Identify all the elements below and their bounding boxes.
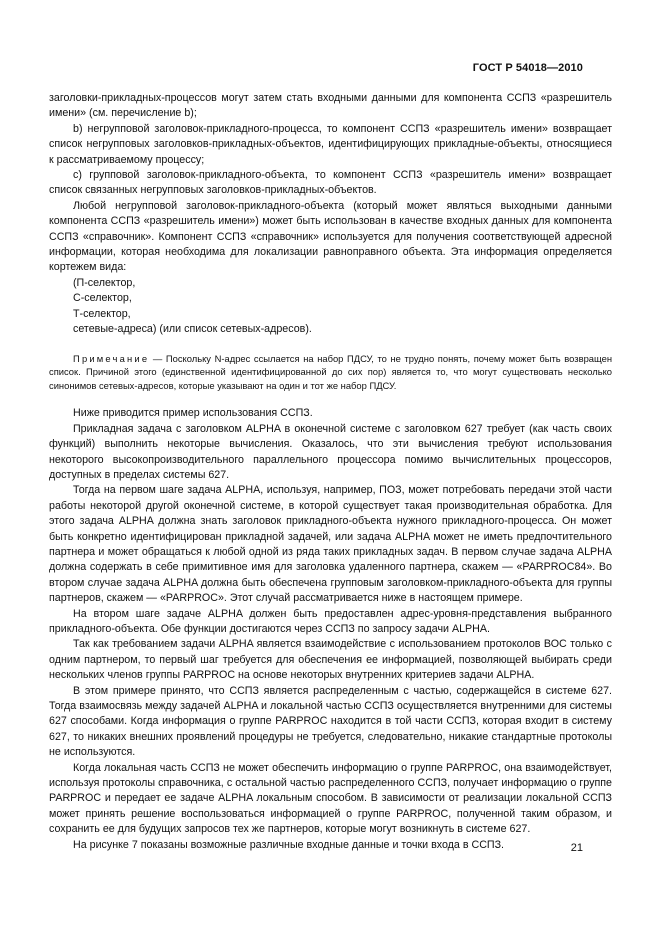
paragraph-distributed: В этом примере принято, что ССПЗ является распределенным с частью, содержащейся в системе 627. Тогда взаимосвязь между задачей ALPHA и локальной частью ССПЗ осуществляется внутренними для системы 627 способами. Когда информация о группе PARPROC находится в той части ССПЗ, которая входит в систему 627, то никаких внешних проявлений процедуры не требуется, следовательно, никакие стандартные протоколы не используются. xyxy=(49,684,612,759)
paragraph-figure-ref: На рисунке 7 показаны возможные различные входные данные и точки входа в ССПЗ. xyxy=(73,838,505,851)
standard-designation: ГОСТ Р 54018—2010 xyxy=(472,62,583,74)
tuple-t-selector: Т-селектор, xyxy=(73,307,131,320)
paragraph-local-part: Когда локальная часть ССПЗ не может обеспечить информацию о группе PARPROC, она взаимодействует, используя протоколы справочника, с остальной частью распределенного ССПЗ, получает информацию о группе PARPROC и передает ее задаче ALPHA локальным способом. В зависимости от реализации локальной ССПЗ может принять решение воспользоваться информацией о группе PARPROC, полученной таким образом, и сохранить ее для будущих запросов тех же партнеров, которые могут возникнуть в системе 627. xyxy=(49,761,612,836)
paragraph-second-step: На втором шаге задаче ALPHA должен быть предоставлен адрес-уровня-представления выбранного прикладного-объекта. Обе функции достигаются через ССПЗ по запросу задачи ALPHA. xyxy=(49,607,612,635)
note-dash: — xyxy=(149,352,166,364)
paragraph-requirement: Так как требованием задачи ALPHA является взаимодействие с использованием протоколов ВОС только с одним партнером, то первый шаг требуется для обеспечения ее информацией, позволяющей выбирать среди нескольких членов группы PARPROC на основе некоторых внутренних критериев задачи ALPHA. xyxy=(49,638,612,682)
list-item-b: b) негрупповой заголовок-прикладного-процесса, то компонент ССПЗ «разрешитель имени» возвращает список негрупповых заголовков-прикладных-объектов, идентифицирующих прикладные-объекты, относящиеся к рассматриваемому процессу; xyxy=(49,122,612,166)
note-text: Поскольку N-адрес ссылается на набор ПДСУ, то не трудно понять, почему может быть возвращен список. Причиной этого (единственной идентифицированной до сих пор) является то, что могут существовать несколько синонимов сетевых-адресов, которые указывают на один и тот же набор ПДСУ. xyxy=(49,352,612,391)
page-number: 21 xyxy=(570,842,583,854)
tuple-network-addresses: сетевые-адреса) (или список сетевых-адресов). xyxy=(73,323,312,336)
list-item-c: с) групповой заголовок-прикладного-объекта, то компонент ССПЗ «разрешитель имени» возвращает список связанных негрупповых заголовков-прикладных-объектов. xyxy=(49,169,612,197)
paragraph-continuation: заголовки-прикладных-процессов могут затем стать входными данными для компонента ССПЗ «разрешитель имени» (см. перечисление b); xyxy=(49,92,612,120)
tuple-p-selector: (П-селектор, xyxy=(73,276,136,289)
paragraph-alpha-task: Прикладная задача с заголовком ALPHA в оконечной системе с заголовком 627 требует (как часть своих функций) выполнить некоторые вычисления. Оказалось, что эти вычисления требуют использования некоторого высокопроизводительного параллельного процессора помимо вычислительных процессоров, доступных в пределах системы 627. xyxy=(49,422,612,481)
note-label: Примечание xyxy=(73,352,150,364)
paragraph-example-intro: Ниже приводится пример использования ССПЗ. xyxy=(73,407,313,420)
page-body xyxy=(49,91,612,853)
tuple-s-selector: С-селектор, xyxy=(73,292,132,305)
paragraph-first-step: Тогда на первом шаге задача ALPHA, используя, например, ПОЗ, может потребовать передачи этой части работы некоторой другой оконечной системе, в которой существует такая производительная обработка. Для этого задача ALPHA должна знать заголовок прикладного-объекта нужного прикладного-процесса. Он может быть конкретно идентифицирован прикладной задачей, или задача ALPHA может не иметь предпочтительного партнера и может обращаться к любой одной из ряда таких прикладных задач. В первом случае задача ALPHA должна содержать в себе примитивное имя для заголовка удаленного партнера, скажем — «PARPROC84». Во втором случае задача ALPHA должна быть обеспечена групповым заголовком-прикладного-объекта для группы партнеров, скажем — «PARPROC». Этот случай рассматривается ниже в настоящем примере. xyxy=(49,484,612,605)
paragraph-directory: Любой негрупповой заголовок-прикладного-объекта (который может являться выходными данными компонента ССПЗ «разрешитель имени») может быть использован в качестве входных данных для компонента ССПЗ «справочник». Компонент ССПЗ «справочник» используется для получения соответствующей адресной информации, которая необходима для локализации равноправного объекта. Эта информация определяется кортежем вида: xyxy=(49,199,612,274)
note-block xyxy=(49,352,612,393)
address-tuple xyxy=(49,276,612,338)
